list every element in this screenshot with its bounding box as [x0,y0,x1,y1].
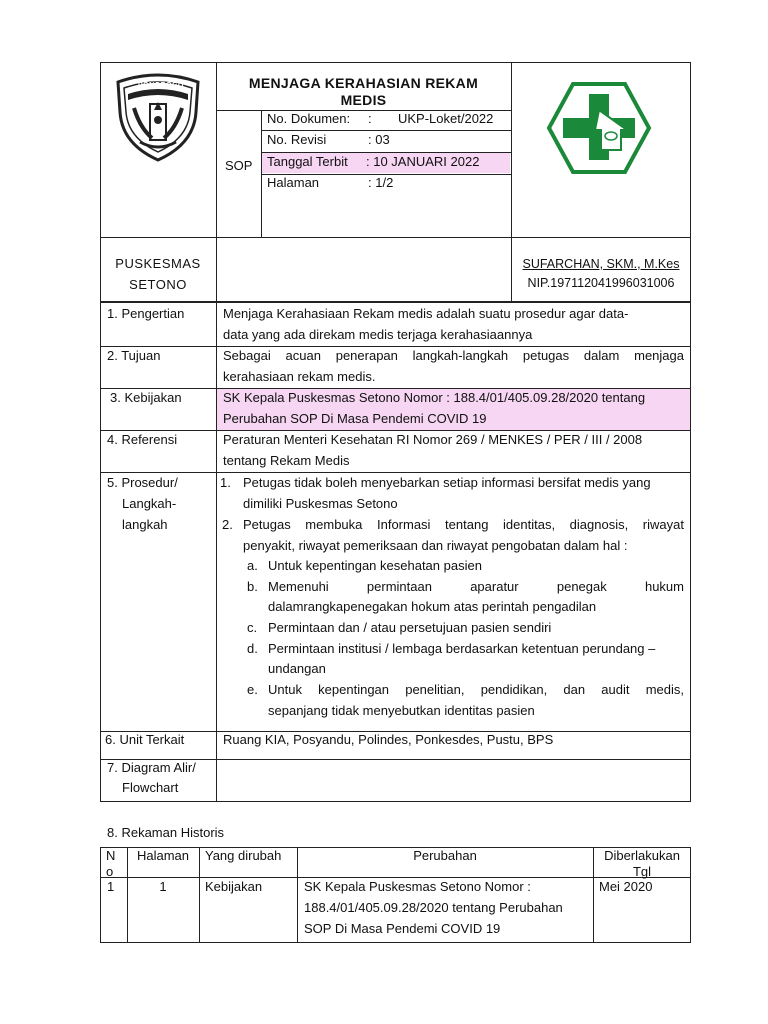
item-e-line1: Untuk kepentingan penelitian, pendidikan, dan audit medis, [268,682,684,697]
item-b-line2: dalamrangkapenegakan hokum atas perintah pengadilan [268,599,597,614]
emblem-logo-text: PONOROGO [138,82,185,89]
kebijakan-label: 3. Kebijakan [110,390,182,405]
history-row1-yang-dirubah: Kebijakan [205,879,263,894]
prosedur-label-line3: langkah [122,517,168,532]
item-d-letter: d. [247,641,258,656]
signer-nip: NIP.197112041996031006 [527,276,675,290]
history-row1-no: 1 [107,879,115,894]
step-2-number: 2. [222,517,233,532]
history-col-halaman: Halaman [136,848,190,863]
history-col-tgl-line2: Tgl [632,864,652,879]
referensi-text-line2: tentang Rekam Medis [223,453,350,468]
item-e-letter: e. [247,682,258,697]
tujuan-text-line1: Sebagai acuan penerapan langkah-langkah petugas dalam menjaga [223,348,684,363]
page-value: : 1/2 [368,175,394,190]
unit-terkait-label: 6. Unit Terkait [105,732,185,747]
pengertian-text-line2: data yang ada direkam medis terjaga kerahasiaannya [223,327,533,342]
item-c-letter: c. [247,620,258,635]
item-c-text: Permintaan dan / atau persetujuan pasien sendiri [268,620,552,635]
doc-number-colon: : [368,111,372,126]
item-b-letter: b. [247,579,258,594]
step-2-line2: penyakit, riwayat pemeriksaan dan riwayat pengobatan dalam hal : [243,538,628,553]
history-divider [199,847,200,943]
prosedur-label-line1: 5. Prosedur/ [107,475,178,490]
doc-number-label: No. Dokumen: [267,111,351,126]
step-1-number: 1. [220,475,231,490]
org-name-line1: PUSKESMAS [115,256,201,271]
history-col-no-line2: o [106,864,114,879]
step-2-line1: Petugas membuka Informasi tentang identitas, diagnosis, riwayat [243,517,684,532]
step-1-line1: Petugas tidak boleh menyebarkan setiap informasi bersifat medis yang [243,475,651,490]
diagram-label-line2: Flowchart [122,780,179,795]
item-d-line2: undangan [268,661,326,676]
signer-name: SUFARCHAN, SKM., M.Kes [522,257,680,271]
item-b-line1: Memenuhi permintaan aparatur penegak hukum [268,579,684,594]
prosedur-label-line2: Langkah- [122,496,177,511]
history-col-yang-dirubah: Yang dirubah [205,848,282,863]
history-col-tgl-line1: Diberlakukan [604,848,680,863]
revision-label: No. Revisi [267,132,327,147]
issue-date-label: Tanggal Terbit [267,154,348,169]
tujuan-text-line2: kerahasiaan rekam medis. [223,369,376,384]
item-a-text: Untuk kepentingan kesehatan pasien [268,558,482,573]
header-divider [100,237,691,238]
org-name-line2: SETONO [129,277,187,292]
regency-emblem-logo [110,72,206,164]
history-col-no-line1: N [106,848,116,863]
history-col-perubahan: Perubahan [413,848,477,863]
history-row1-perubahan-line2: 188.4/01/405.09.28/2020 tentang Perubahan [304,900,563,915]
pengertian-text-line1: Menjaga Kerahasiaan Rekam medis adalah suatu prosedur agar data- [223,306,629,321]
body-divider [216,302,217,802]
step-1-line2: dimiliki Puskesmas Setono [243,496,398,511]
puskesmas-logo [545,80,653,176]
history-heading: 8. Rekaman Historis [107,825,225,840]
pengertian-label: 1. Pengertian [107,306,185,321]
history-row1-perubahan-line3: SOP Di Masa Pendemi COVID 19 [304,921,501,936]
kebijakan-text-line1: SK Kepala Puskesmas Setono Nomor : 188.4/01/405.09.28/2020 tentang [223,390,646,405]
history-row1-tgl: Mei 2020 [599,879,653,894]
item-e-line2: sepanjang tidak menyebutkan identitas pasien [268,703,535,718]
tujuan-label: 2. Tujuan [107,348,161,363]
doc-number-value: UKP-Loket/2022 [398,111,494,126]
revision-value: : 03 [368,132,390,147]
history-row1-perubahan-line1: SK Kepala Puskesmas Setono Nomor : [304,879,531,894]
issue-date-value: : 10 JANUARI 2022 [366,154,480,169]
item-a-letter: a. [247,558,258,573]
referensi-label: 4. Referensi [107,432,178,447]
referensi-text-line1: Peraturan Menteri Kesehatan RI Nomor 269 / MENKES / PER / III / 2008 [223,432,643,447]
item-d-line1: Permintaan institusi / lembaga berdasarkan ketentuan perundang – [268,641,656,656]
history-row1-halaman: 1 [159,879,167,894]
unit-terkait-text: Ruang KIA, Posyandu, Polindes, Ponkesdes, Pustu, BPS [223,732,554,747]
sop-label: SOP [225,158,253,173]
sop-title-line2: MEDIS [340,92,387,108]
sop-title-line1: MENJAGA KERAHASIAN REKAM [248,75,479,91]
diagram-label-line1: 7. Diagram Alir/ [107,760,196,775]
kebijakan-text-line2: Perubahan SOP Di Masa Pendemi COVID 19 [223,411,487,426]
page-label: Halaman [267,175,320,190]
